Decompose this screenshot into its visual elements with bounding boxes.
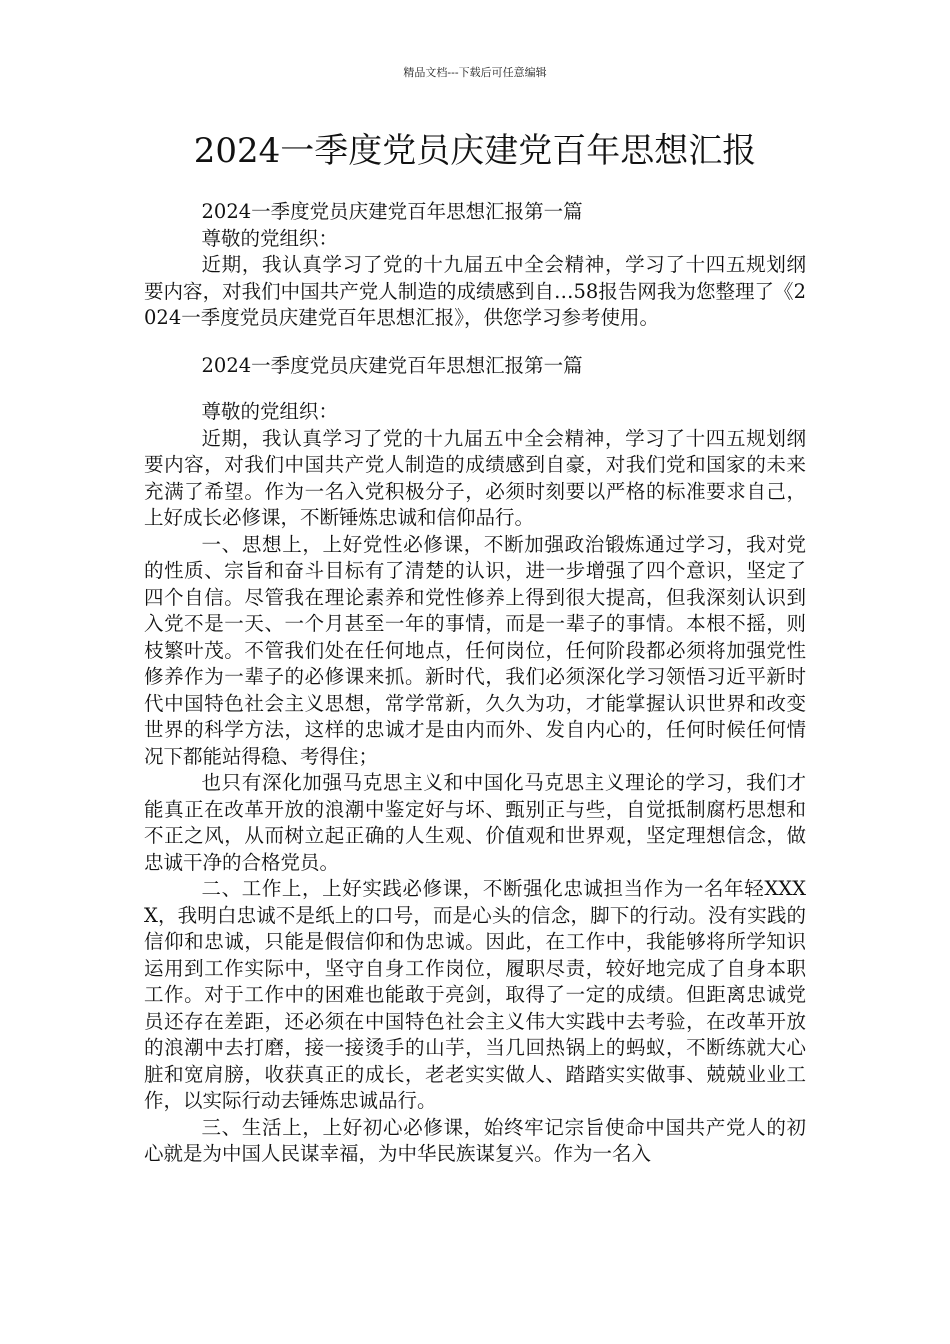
body-paragraph: 二、工作上，上好实践必修课，不断强化忠诚担当作为一名年轻XXXX，我明白忠诚不是纸上的口号，而是心头的信念，脚下的行动。没有实践的信仰和忠诚，只能是假信仰和伪忠诚。因此，在工作中，我能够将所学知识运用到工作实际中，坚守自身工作岗位，履职尽责，较好地完成了自身本职工作。对于工作中的困难也能敢于亮剑，取得了一定的成绩。但距离忠诚党员还存在差距，还必须在中国特色社会主义伟大实践中去考验，在改革开放的浪潮中去打磨，接一接烫手的山芋，当几回热锅上的蚂蚁，不断练就大心脏和宽肩膀，收获真正的成长，老老实实做人、踏踏实实做事、兢兢业业工作，以实际行动去锤炼忠诚品行。 xyxy=(144,877,806,1112)
body-paragraph: 三、生活上，上好初心必修课，始终牢记宗旨使命中国共产党人的初心就是为中国人民谋幸福，为中华民族谋复兴。作为一名入 xyxy=(144,1115,806,1165)
document-title: 2024一季度党员庆建党百年思想汇报 xyxy=(193,131,757,171)
section-heading: 2024一季度党员庆建党百年思想汇报第一篇 xyxy=(201,200,583,223)
section-heading: 2024一季度党员庆建党百年思想汇报第一篇 xyxy=(201,353,583,377)
salutation: 尊敬的党组织： xyxy=(201,226,339,250)
document-body xyxy=(144,199,806,1168)
body-paragraph: 一、思想上，上好党性必修课，不断加强政治锻炼通过学习，我对党的性质、宗旨和奋斗目标有了清楚的认识，进一步增强了四个意识，坚定了四个自信。尽管我在理论素养和党性修养上得到很大提高，但我深刻认识到入党不是一天、一个月甚至一年的事情，而是一辈子的事情。本根不摇，则枝繁叶茂。不管我们处在任何地点，任何岗位，任何阶段都必须将加强党性修养作为一辈子的必修课来抓。新时代，我们必须深化学习领悟习近平新时代中国特色社会主义思想，常学常新，久久为功，才能掌握认识世界和改变世界的科学方法，这样的忠诚才是由内而外、发自内心的，任何时候任何情况下都能站得稳、考得住； xyxy=(144,532,806,768)
page-header-watermark: 精品文档---下载后可任意编辑 xyxy=(403,66,547,79)
intro-paragraph: 近期，我认真学习了党的十九届五中全会精神，学习了十四五规划纲要内容，对我们中国共产党人制造的成绩感到自…58报告网我为您整理了《2024一季度党员庆建党百年思想汇报》，供您学习参考使用。 xyxy=(144,253,806,329)
salutation: 尊敬的党组织： xyxy=(201,400,339,423)
body-paragraph: 也只有深化加强马克思主义和中国化马克思主义理论的学习，我们才能真正在改革开放的浪潮中鉴定好与坏、甄别正与些，自觉抵制腐朽思想和不正之风，从而树立起正确的人生观、价值观和世界观，坚定理想信念，做忠诚干净的合格党员。 xyxy=(144,771,806,874)
body-paragraph: 近期，我认真学习了党的十九届五中全会精神，学习了十四五规划纲要内容，对我们中国共产党人制造的成绩感到自豪，对我们党和国家的未来充满了希望。作为一名入党积极分子，必须时刻要以严格的标准要求自己，上好成长必修课，不断锤炼忠诚和信仰品行。 xyxy=(144,426,806,529)
